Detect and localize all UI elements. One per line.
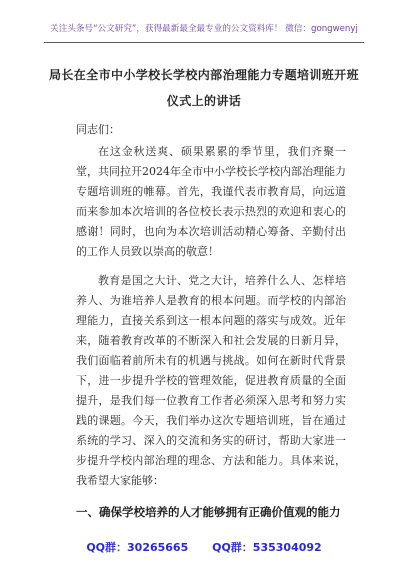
footer-qq-group-2: QQ群：535304092 — [212, 541, 322, 554]
header-divider — [44, 42, 364, 43]
document-title-line-2: 仪式上的讲话 — [166, 94, 242, 108]
body-paragraph-1: 在这金秋送爽、硕果累累的季节里，我们齐聚一堂，共同拉开2024年全市中小学校长学校内部治理能力专题培训班的帷幕。首先，我谨代表市教育局，向远道而来参加本次培训的各位校长表示热烈的欢迎和衷心的感谢！同时，也向为本次培训活动精心筹备、辛勤付出的工作人员致以崇高的敬意！ — [76, 145, 346, 258]
salutation: 同志们： — [76, 123, 120, 136]
section-heading: 一、确保学校培养的人才能够拥有正确价值观的能力 — [76, 505, 341, 519]
footer-qq-group-1: QQ群：30265665 — [86, 541, 189, 554]
body-paragraph-2: 教育是国之大计、党之大计，培养什么人、怎样培养人、为谁培养人是教育的根本问题。而学校的内部治理能力，直接关系到这一根本问题的落实与成效。近年来，随着教育改革的不断深入和社会发展的日新月异，我们面临着前所未有的机遇与挑战。如何在新时代背景下，进一步提升学校的管理效能，促进教育质量的全面提升，是我们每一位教育工作者必须深入思考和努力实践的课题。今天，我们举办这次专题培训班，旨在通过系统的学习、深入的交流和务实的研讨，帮助大家进一步提升学校内部治理的理念、方法和能力。具体来说，我希望大家能够： — [76, 274, 346, 487]
document-title-line-1: 局长在全市中小学校长学校内部治理能力专题培训班开班 — [48, 68, 359, 82]
page-footer — [0, 539, 408, 555]
page-header-banner: 关注头条号“公文研究”，获得最新最全最专业的公文资料库！ 微信：gongwenyj — [50, 24, 358, 34]
